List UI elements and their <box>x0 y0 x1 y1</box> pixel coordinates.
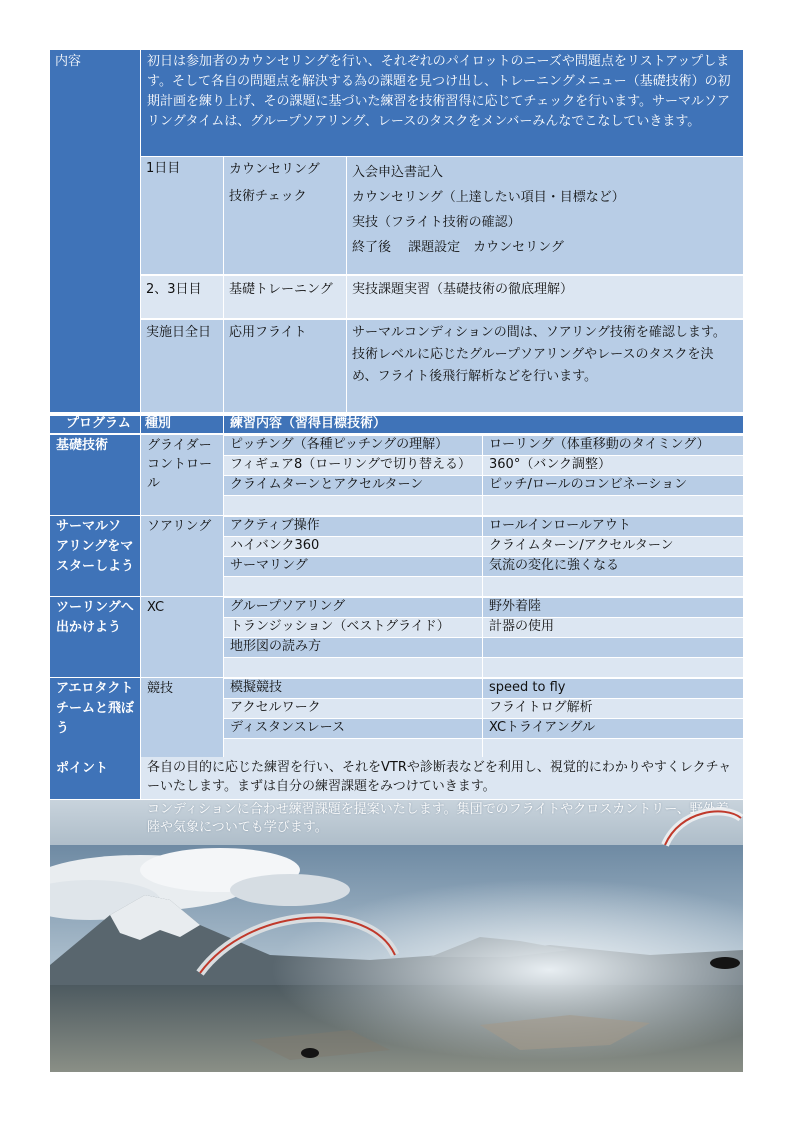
program-group-type: XC <box>141 597 223 677</box>
program-cell: 気流の変化に強くなる <box>483 557 743 576</box>
content-label: 内容 <box>50 50 140 412</box>
program-cell <box>483 577 743 596</box>
paragliding-photo <box>50 845 743 1072</box>
schedule-item: 応用フライト <box>229 325 307 340</box>
program-cell: 360°（バンク調整） <box>483 456 743 475</box>
schedule-item: 基礎トレーニング <box>229 282 333 297</box>
point-text: 各自の目的に応じた練習を行い、それをVTRや診断表などを利用し、視覚的にわかりやすくレクチャーいたします。まずは自分の練習課題をみつけていきます。 <box>141 757 743 799</box>
program-cell <box>224 739 482 758</box>
mountain-landscape-image <box>50 845 743 1072</box>
program-cell: グループソアリング <box>224 598 482 617</box>
program-cell: ディスタンスレース <box>224 719 482 738</box>
program-cell: speed to fly <box>483 679 743 698</box>
program-cell: サーマリング <box>224 557 482 576</box>
schedule-detail: サーマルコンディションの間は、ソアリング技術を確認します。技術レベルに応じたグループソアリングやレースのタスクを決め、フライト後飛行解析などを行います。 <box>352 325 726 384</box>
schedule-item: 技術チェック <box>229 189 307 204</box>
program-cell: フライトログ解析 <box>483 699 743 718</box>
schedule-day: 実施日全日 <box>141 320 223 412</box>
program-cell: ピッチ/ロールのコンビネーション <box>483 476 743 495</box>
program-cell: トランジッション（ベストグライド） <box>224 618 482 637</box>
program-group-name: アエロタクトチームと飛ぼう <box>50 678 140 758</box>
schedule-items <box>224 320 346 412</box>
program-cell: アクティブ操作 <box>224 517 482 536</box>
type-header: 種別 <box>141 416 223 433</box>
program-cell: 模擬競技 <box>224 679 482 698</box>
program-group-name: 基礎技術 <box>50 435 140 515</box>
program-cell: アクセルワーク <box>224 699 482 718</box>
program-cell <box>483 638 743 657</box>
program-cell <box>483 496 743 515</box>
schedule-detail: 入会申込書記入 <box>352 165 444 180</box>
content-intro: 初日は参加者のカウンセリングを行い、それぞれのパイロットのニーズや問題点をリストアップします。そして各自の問題点を解決する為の課題を見つけ出し、トレーニングメニュー（基礎技術）の初期計画を練り上げ、その課題に基づいた練習を技術習得に応じてチェックを行います。サーマルソアリングタイムは、グループソアリング、レースのタスクをメンバーみんなでこなしていきます。 <box>141 50 743 156</box>
schedule-detail: 実技（フライト技術の確認） <box>352 215 521 230</box>
pilot-silhouette <box>710 957 740 969</box>
program-cell: ロールインロールアウト <box>483 517 743 536</box>
program-group-name: サーマルソアリングをマスターしよう <box>50 516 140 596</box>
program-cell <box>224 658 482 677</box>
program-group-type: 競技 <box>141 678 223 758</box>
program-cell <box>224 577 482 596</box>
schedule-detail: 実技課題実習（基礎技術の徹底理解） <box>352 282 574 297</box>
schedule-items <box>224 276 346 318</box>
program-cell: クライムターン/アクセルターン <box>483 537 743 556</box>
program-cell: 計器の使用 <box>483 618 743 637</box>
content-header: 練習内容（習得目標技術） <box>224 416 743 433</box>
program-cell <box>483 739 743 758</box>
program-cell: クライムターンとアクセルターン <box>224 476 482 495</box>
program-cell: ハイバンク360 <box>224 537 482 556</box>
program-group-type: グライダーコントロール <box>141 435 223 515</box>
program-group-name: ツーリングへ出かけよう <box>50 597 140 677</box>
point-note: コンディションに合わせ練習課題を提案いたします。集団でのフライトやクロスカントリー、野外着陸や気象についても学びます。 <box>147 802 729 835</box>
pilot-silhouette <box>301 1048 319 1058</box>
schedule-day: 1日目 <box>141 157 223 274</box>
schedule-details <box>347 320 743 412</box>
program-cell: 地形図の読み方 <box>224 638 482 657</box>
program-cell: フィギュア8（ローリングで切り替える） <box>224 456 482 475</box>
program-cell <box>224 496 482 515</box>
schedule-day: 2、3日目 <box>141 276 223 318</box>
schedule-details <box>347 276 743 318</box>
paraglider-wing-icon <box>655 800 743 860</box>
schedule-detail: カウンセリング（上達したい項目・目標など） <box>352 190 625 205</box>
schedule-item: カウンセリング <box>229 162 320 177</box>
program-cell: 野外着陸 <box>483 598 743 617</box>
program-header: プログラム <box>50 416 140 433</box>
schedule-detail: 終了後 課題設定 カウンセリング <box>352 240 564 255</box>
program-group-type: ソアリング <box>141 516 223 596</box>
schedule-details <box>347 157 743 274</box>
point-label: ポイント <box>50 757 140 799</box>
program-cell <box>483 658 743 677</box>
program-cell: ローリング（体重移動のタイミング） <box>483 436 743 455</box>
program-cell: XCトライアングル <box>483 719 743 738</box>
program-cell: ピッチング（各種ピッチングの理解） <box>224 436 482 455</box>
schedule-items <box>224 157 346 274</box>
